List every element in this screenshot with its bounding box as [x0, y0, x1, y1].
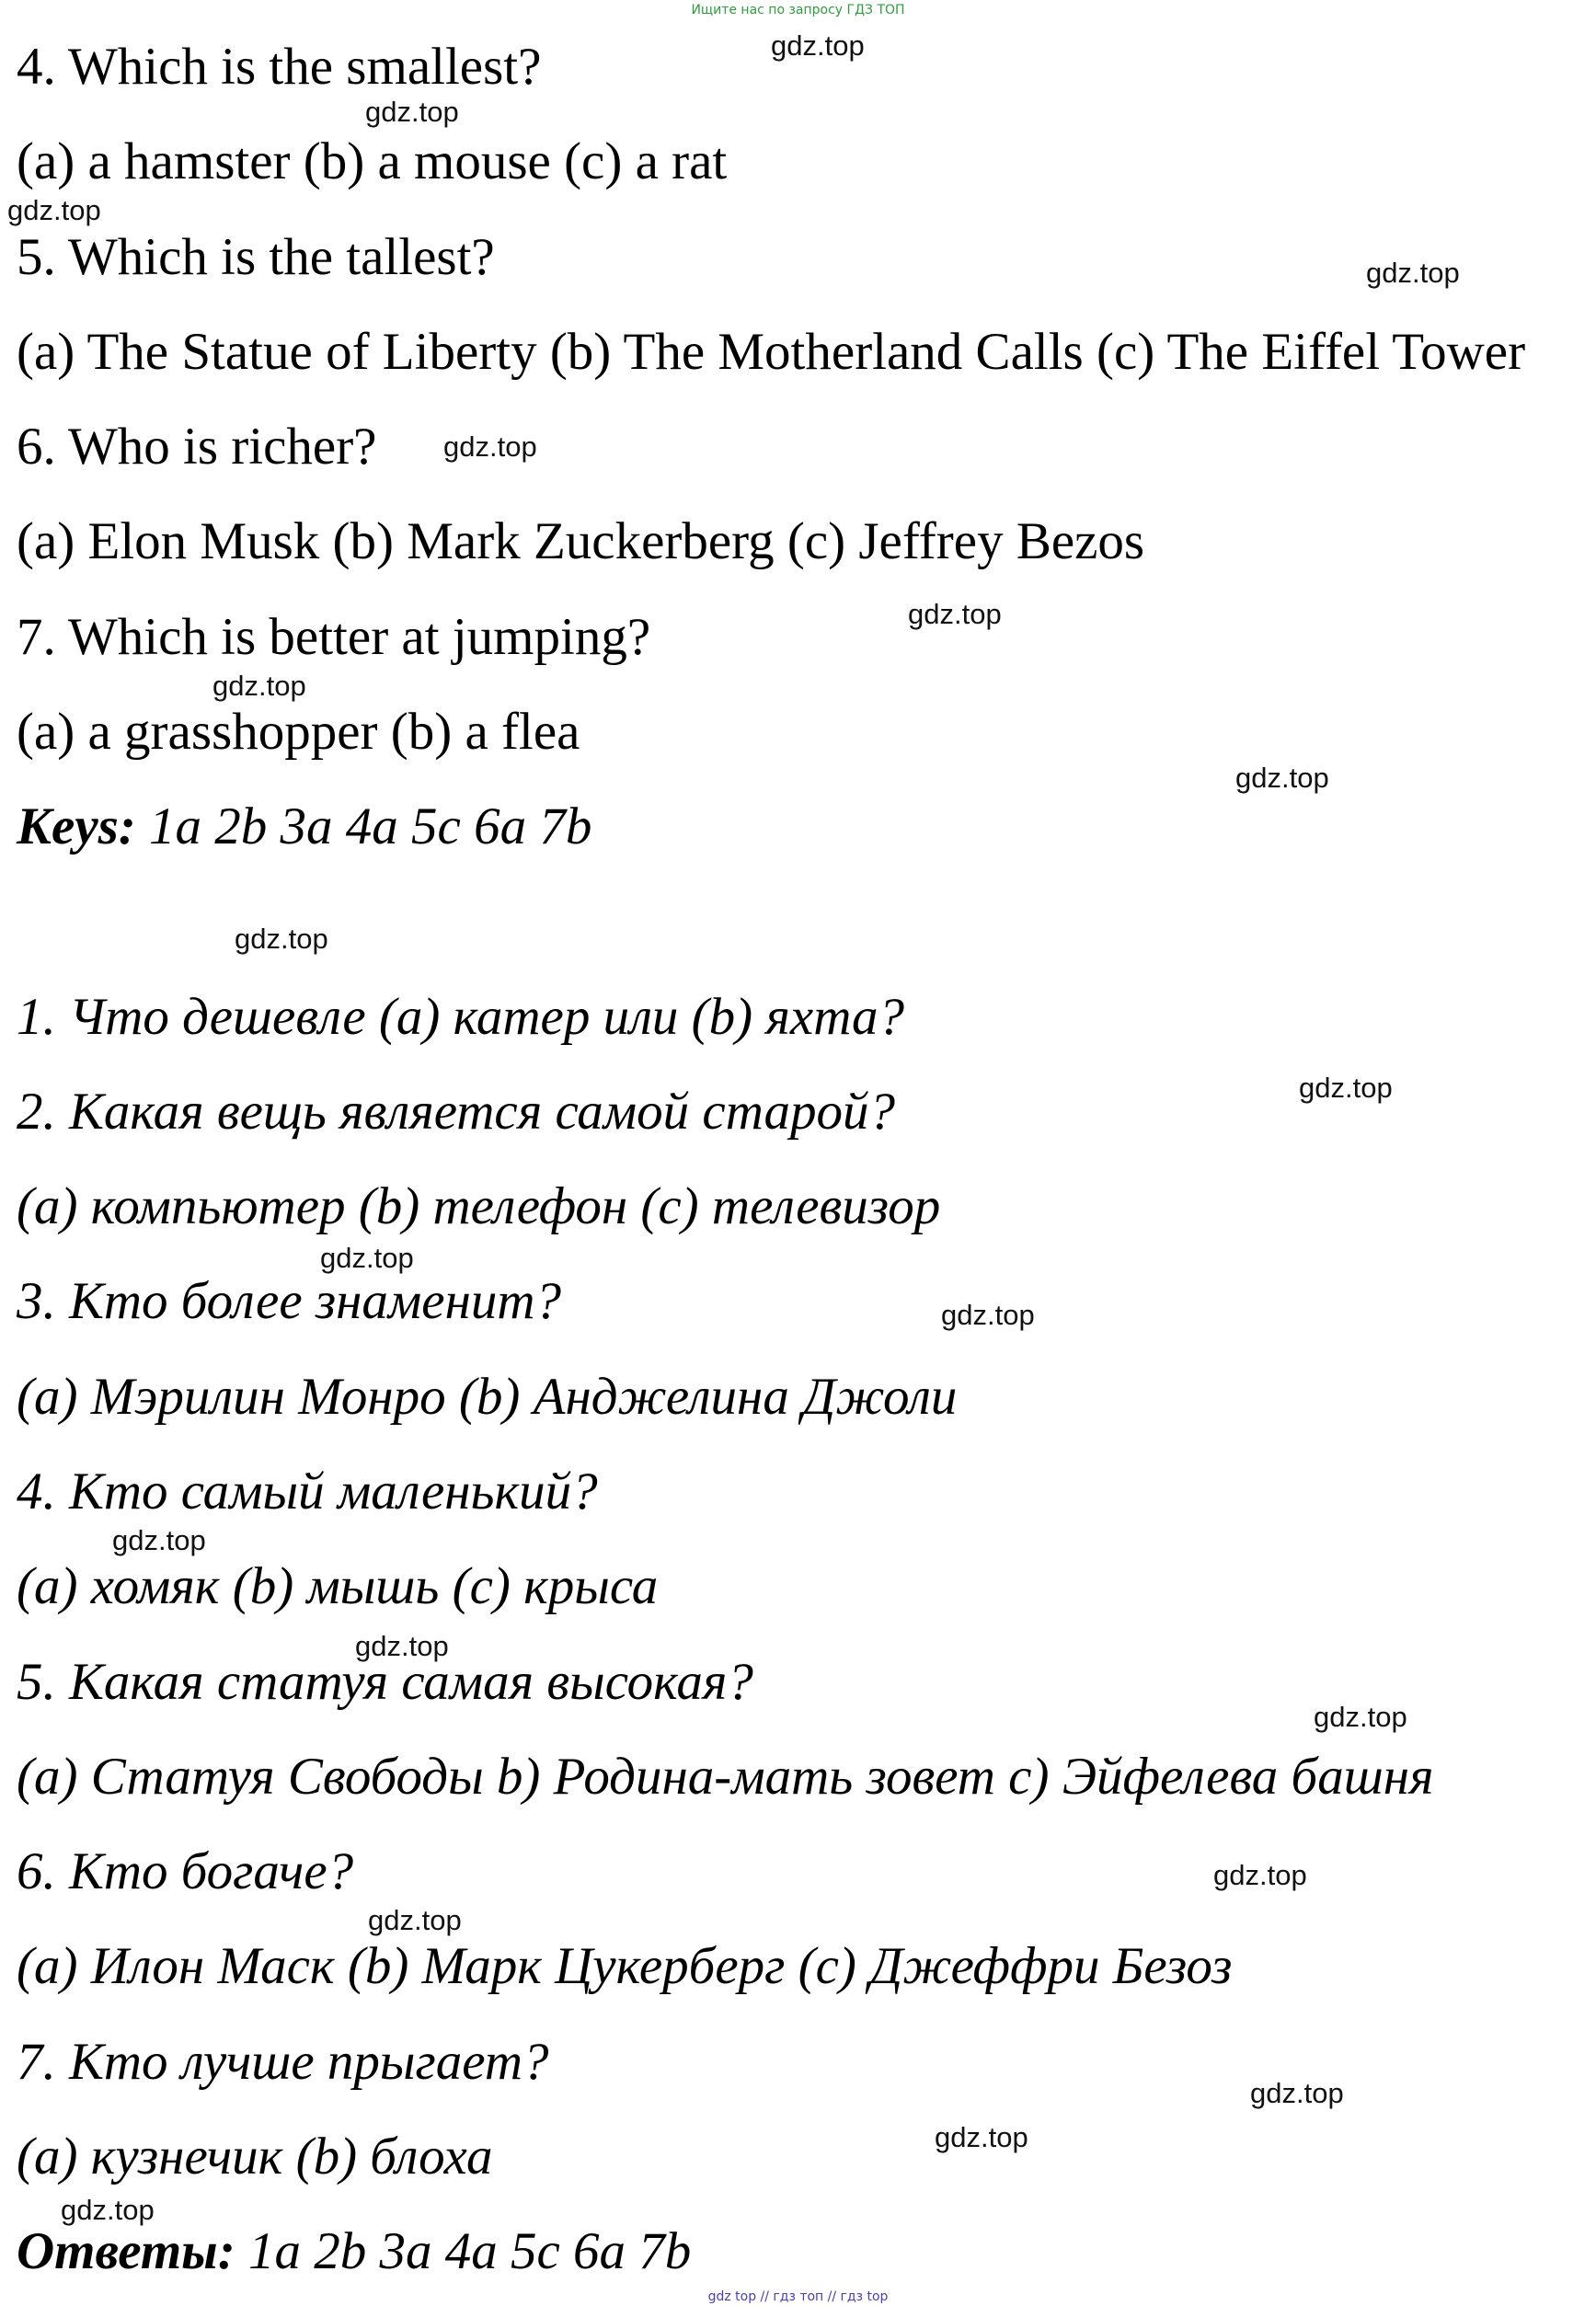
- ru-question-7-options: (a) кузнечик (b) блоха: [17, 2128, 493, 2186]
- en-keys-values: 1a 2b 3a 4a 5c 6a 7b: [149, 797, 592, 855]
- watermark: gdz.top: [355, 1630, 449, 1662]
- ru-question-4-options: (a) хомяк (b) мышь (c) крыса: [17, 1557, 659, 1615]
- watermark: gdz.top: [908, 598, 1002, 630]
- en-keys-line: [17, 797, 591, 857]
- ru-question-4: 4. Кто самый маленький?: [17, 1463, 598, 1520]
- en-question-7: 7. Which is better at jumping?: [17, 608, 651, 666]
- watermark: gdz.top: [212, 670, 306, 702]
- ru-question-6: 6. Кто богаче?: [17, 1842, 354, 1900]
- en-question-5-options: (a) The Statue of Liberty (b) The Motherland Calls (c) The Eiffel Tower: [17, 323, 1526, 381]
- ru-question-2-options: (a) компьютер (b) телефон (c) телевизор: [17, 1177, 941, 1235]
- ru-question-3-options: (a) Мэрилин Монро (b) Анджелина Джоли: [17, 1368, 958, 1426]
- ru-answers-line: [17, 2221, 691, 2282]
- en-question-6-options: (a) Elon Musk (b) Mark Zuckerberg (c) Jeffrey Bezos: [17, 512, 1145, 570]
- ru-question-5-options: (a) Статуя Свободы b) Родина-мать зовет c) Эйфелева башня: [17, 1748, 1434, 1806]
- en-question-7-options: (a) a grasshopper (b) a flea: [17, 703, 580, 761]
- watermark: gdz.top: [61, 2194, 155, 2226]
- en-keys-label: Keys:: [17, 797, 136, 855]
- top-banner: Ищите нас по запросу ГДЗ ТОП: [691, 3, 905, 17]
- watermark: gdz.top: [941, 1299, 1035, 1331]
- watermark: gdz.top: [1366, 257, 1460, 289]
- watermark: gdz.top: [935, 2121, 1028, 2153]
- bottom-footer: gdz top // гдз топ // гдз top: [707, 2289, 889, 2304]
- watermark: gdz.top: [235, 923, 328, 955]
- ru-question-6-options: (a) Илон Маск (b) Марк Цукерберг (c) Джеффри Безоз: [17, 1937, 1233, 1995]
- watermark: gdz.top: [112, 1524, 206, 1556]
- watermark: gdz.top: [365, 96, 459, 128]
- en-question-5: 5. Which is the tallest?: [17, 228, 495, 286]
- watermark: gdz.top: [1213, 1859, 1307, 1891]
- ru-question-1: 1. Что дешевле (a) катер или (b) яхта?: [17, 988, 905, 1046]
- watermark: gdz.top: [1250, 2077, 1344, 2109]
- ru-answers-values: 1a 2b 3a 4a 5c 6a 7b: [247, 2222, 692, 2280]
- ru-answers-label: Ответы:: [17, 2222, 235, 2280]
- watermark: gdz.top: [771, 29, 865, 62]
- watermark: gdz.top: [1314, 1701, 1407, 1733]
- en-question-6: 6. Who is richer?: [17, 418, 377, 476]
- ru-question-2: 2. Какая вещь является самой старой?: [17, 1083, 896, 1141]
- ru-question-7: 7. Кто лучше прыгает?: [17, 2033, 549, 2091]
- watermark: gdz.top: [368, 1904, 462, 1936]
- ru-question-3: 3. Кто более знаменит?: [17, 1272, 562, 1330]
- en-question-4: 4. Which is the smallest?: [17, 38, 542, 96]
- watermark: gdz.top: [1235, 762, 1329, 794]
- ru-question-5: 5. Какая статуя самая высокая?: [17, 1653, 753, 1711]
- watermark: gdz.top: [1299, 1072, 1393, 1104]
- en-question-4-options: (a) a hamster (b) a mouse (c) a rat: [17, 132, 728, 190]
- watermark: gdz.top: [443, 430, 537, 463]
- watermark: gdz.top: [320, 1242, 414, 1274]
- watermark: gdz.top: [7, 194, 101, 226]
